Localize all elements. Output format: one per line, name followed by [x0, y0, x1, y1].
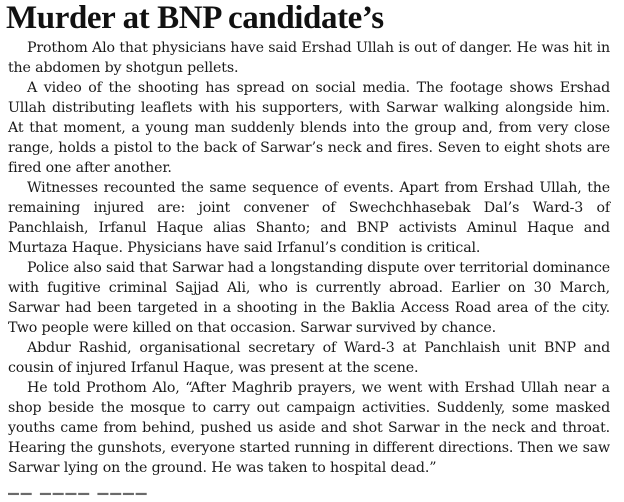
article-paragraph: Police also said that Sarwar had a longstanding dispute over territorial dominance with fugitive criminal Sajjad Ali, who is currently abroad. Earlier on 30 March, Sarwar had been targeted in a shooting in the Baklia Access Road area of the city. Two people were killed on that occasion. Sarwar survived by chance.	[8, 260, 611, 336]
truncated-next-line	[8, 490, 188, 502]
article-headline: Murder at BNP candidate’s	[6, 0, 384, 36]
article-paragraph: Abdur Rashid, organisational secretary of Ward-3 at Panchlaish unit BNP and cousin of injured Irfanul Haque, was present at the scene.	[8, 340, 610, 376]
article-paragraph: He told Prothom Alo, “After Maghrib prayers, we went with Ershad Ullah near a shop beside the mosque to carry out campaign activities. Suddenly, some masked youths came from behind, pushed us aside and shot Sarwar in the neck and throat. Hearing the gunshots, everyone started running in different directions. Then we saw Sarwar lying on the ground. He was taken to hospital dead.”	[8, 380, 610, 476]
truncated-next-line-glyphs: ▔▔ ▔▔▔▔ ▔▔▔▔	[8, 494, 149, 502]
article-body	[8, 38, 610, 478]
news-article	[8, 0, 610, 478]
article-paragraph: Witnesses recounted the same sequence of events. Apart from Ershad Ullah, the remaining injured are: joint convener of Swechchhasebak Dal’s Ward-3 of Panchlaish, Irfanul Haque alias Shanto; and BNP activists Aminul Haque and Murtaza Haque. Physicians have said Irfanul’s condition is critical.	[8, 180, 610, 256]
article-paragraph: A video of the shooting has spread on social media. The footage shows Ershad Ullah distributing leaflets with his supporters, with Sarwar walking alongside him. At that moment, a young man suddenly blends into the group and, from very close range, holds a pistol to the back of Sarwar’s neck and fires. Seven to eight shots are fired one after another.	[8, 80, 610, 176]
article-paragraph: Prothom Alo that physicians have said Ershad Ullah is out of danger. He was hit in the abdomen by shotgun pellets.	[8, 40, 610, 76]
